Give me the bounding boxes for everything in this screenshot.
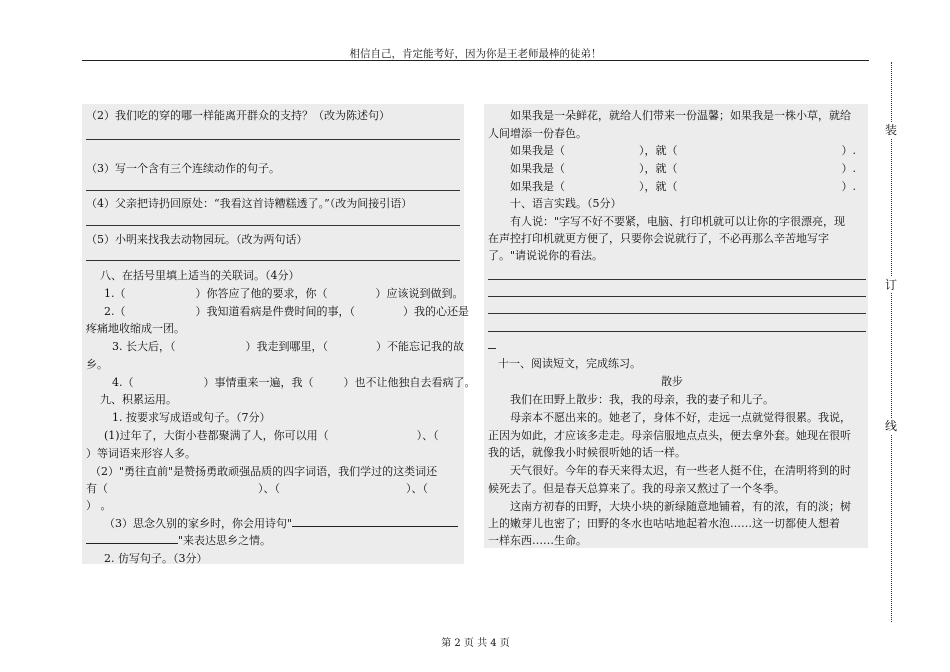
section-9-p3: （3）思念久别的家乡时，你会用诗句" <box>104 515 458 532</box>
fill-row-1: 如果我是（ ），就（ ）. <box>510 144 856 157</box>
answer-line-10-2[interactable] <box>488 296 866 297</box>
section-9-sub-1: 1. 按要求写成语或句子。（7分） <box>112 411 271 424</box>
left-column <box>82 104 476 565</box>
fill-row-3: 如果我是（ ），就（ ）. <box>510 180 856 193</box>
story-line-1: 我们在田野上散步：我，我的母亲，我的妻子和儿子。 <box>510 393 774 406</box>
question-3: （3）写一个含有三个连续动作的句子。 <box>86 162 280 175</box>
section-8-item-2-cont: 疼痛地收缩成一团。 <box>86 322 185 335</box>
section-9-p1-cont: ）等词语来形容人多。 <box>86 447 196 460</box>
section-8-item-3: 3. 长大后，（ ）我走到哪里，（ ）不能忘记我的故 <box>112 340 464 353</box>
answer-line-10-5[interactable] <box>488 348 496 349</box>
section-10-text-2: 在声控打印机就更方便了，只要你会说就行了，不必再那么辛苦地写字 <box>488 232 829 245</box>
example-line-2: 人间增添一份春色。 <box>488 127 587 140</box>
section-10-text-3: 了。"请说说你的看法。 <box>488 249 604 262</box>
example-line-1: 如果我是一朵鲜花，就给人们带来一份温馨；如果我是一株小草，就给 <box>510 109 851 122</box>
section-11-title: 十一、阅读短文，完成练习。 <box>498 357 641 370</box>
binding-char-xian: 线 <box>884 419 897 433</box>
section-8-item-3-cont: 乡。 <box>86 358 108 371</box>
section-9-p2-blanks: 有（ ）、（ ）、（ <box>86 482 428 495</box>
answer-line-q4[interactable] <box>86 225 460 226</box>
binding-char-zhuang: 装 <box>884 123 897 137</box>
story-line-9: 一样东西……生命。 <box>488 534 587 547</box>
fill-row-2: 如果我是（ ），就（ ）. <box>510 162 856 175</box>
section-9-p1: (1)过年了，大街小巷都聚满了人，你可以用（ ）、（ <box>104 429 439 442</box>
section-9-p2: （2）"勇往直前"是赞扬勇敢顽强品质的四字词语，我们学过的这类词还 <box>90 465 438 478</box>
answer-line-q5[interactable] <box>86 260 460 261</box>
answer-line-q3[interactable] <box>86 190 460 191</box>
story-title: 散步 <box>661 375 683 388</box>
section-9-p3-cont: "来表达思乡之情。 <box>86 532 271 549</box>
answer-line-q2[interactable] <box>86 139 460 140</box>
answer-line-10-3[interactable] <box>488 313 866 314</box>
page-header-motto: 相信自己，肯定能考好，因为你是王老师最棒的徒弟！ <box>349 48 602 60</box>
story-line-8: 上的嫩芽儿也密了；田野的冬水也咕咕地起着水泡……这一切都使人想着 <box>488 517 840 530</box>
section-8-title: 八、在括号里填上适当的关联词。（4分） <box>100 269 300 282</box>
story-line-6: 候死去了。但是春天总算来了。我的母亲又熬过了一个冬季。 <box>488 482 785 495</box>
binding-dotted-line <box>891 62 892 622</box>
question-4: （4）父亲把诗扔回原处：“我看这首诗糟糕透了。”（改为间接引语） <box>86 197 413 210</box>
section-9-title: 九、积累运用。 <box>100 393 177 406</box>
section-9-p2-end: ） 。 <box>86 499 112 512</box>
story-line-4: 我的话，就像我小时候很听她的话一样。 <box>488 446 686 459</box>
section-10-text-1: 有人说："字写不好不要紧，电脑、打印机就可以让你的字很漂亮，现 <box>510 215 846 228</box>
story-line-3: 正因为如此，才应该多走走。母亲信服地点点头，便去拿外套。她现在很听 <box>488 429 851 442</box>
question-2: （2）我们吃的穿的哪一样能离开群众的支持？（改为陈述句） <box>86 109 390 122</box>
binding-char-ding: 订 <box>884 278 897 292</box>
story-line-2: 母亲本不愿出来的。她老了，身体不好，走远一点就觉得很累。我说， <box>510 411 851 424</box>
poem-blank-2[interactable] <box>86 532 178 544</box>
story-line-5: 天气很好。今年的春天来得太迟，有一些老人挺不住，在清明将到的时 <box>510 464 851 477</box>
page-number: 第 2 页 共 4 页 <box>441 638 510 649</box>
header-rule <box>82 60 869 61</box>
section-10-title: 十、语言实践。（5分） <box>510 197 622 210</box>
section-8-item-4: 4.（ ）事情重来一遍，我（ ）也不让他独自去看病了。 <box>112 376 476 389</box>
section-8-item-2: 2.（ ）我知道看病是件费时间的事，（ ）我的心还是 <box>104 305 469 318</box>
section-9-sub-2: 2. 仿写句子。（3分） <box>104 552 208 565</box>
story-line-7: 这南方初春的田野，大块小块的新绿随意地铺着，有的浓，有的淡；树 <box>510 500 851 513</box>
answer-line-10-4[interactable] <box>488 331 866 332</box>
right-column <box>484 104 868 548</box>
section-8-item-1: 1.（ ）你答应了他的要求，你（ ）应该说到做到。 <box>104 287 464 300</box>
poem-blank[interactable] <box>292 515 458 527</box>
answer-line-10-1[interactable] <box>488 279 866 280</box>
question-5: （5）小明来找我去动物园玩。（改为两句话） <box>86 233 308 246</box>
